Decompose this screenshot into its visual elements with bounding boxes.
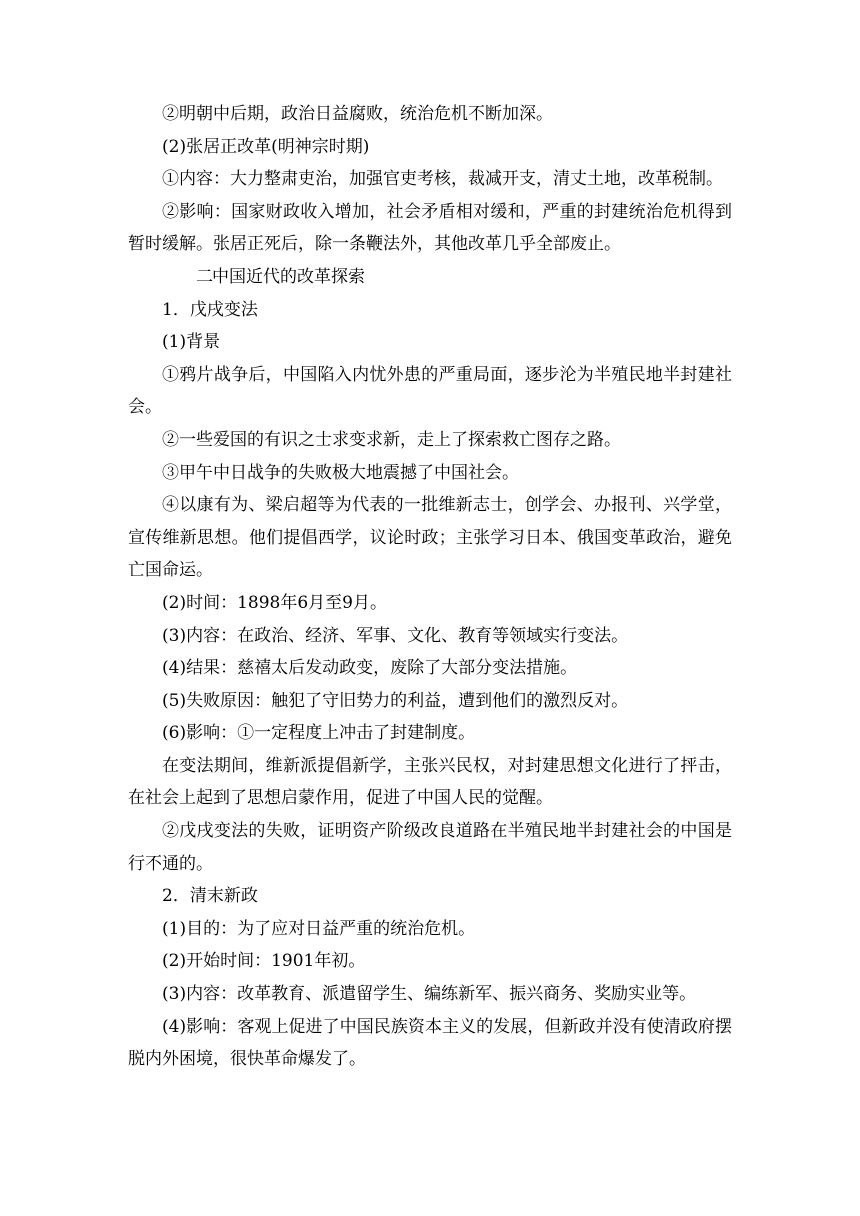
paragraph-background-3: ③甲午中日战争的失败极大地震撼了中国社会。 [162,462,519,483]
heading-zhang-juzheng-reform: (2)张居正改革(明神宗时期) [162,136,370,157]
heading-wuxu-reform: 1．戊戌变法 [162,299,258,320]
paragraph-failure-reason: (5)失败原因：触犯了守旧势力的利益，遭到他们的激烈反对。 [162,690,629,711]
paragraph-ming-crisis: ②明朝中后期，政治日益腐败，统治危机不断加深。 [162,104,553,124]
paragraph-start-time: (2)开始时间：1901年初。 [162,951,366,972]
section-number: 二 [196,266,213,287]
paragraph-reform-impact: ②影响：国家财政收入增加，社会矛盾相对缓和，严重的封建统治危机得到暂时缓解。张居正死后，除一条鞭法外，其他改革几乎全部废止。 [128,201,732,255]
paragraph-purpose: (1)目的：为了应对日益严重的统治危机。 [162,918,476,939]
paragraph-time: (2)时间：1898年6月至9月。 [162,592,387,613]
document-page [128,98,732,1076]
paragraph-impact-2: ②戊戌变法的失败，证明资产阶级改良道路在半殖民地半封建社会的中国是行不通的。 [128,821,732,874]
paragraph-new-policy-content: (3)内容：改革教育、派遣留学生、编练新军、振兴商务、奖励实业等。 [162,984,697,1005]
paragraph-new-policy-impact: (4)影响：客观上促进了中国民族资本主义的发展，但新政并没有使清政府摆脱内外困境，很快革命爆发了。 [128,1016,732,1070]
paragraph-content: (3)内容：在政治、经济、军事、文化、教育等领域实行变法。 [162,625,629,646]
paragraph-background-1: ①鸦片战争后，中国陷入内忧外患的严重局面，逐步沦为半殖民地半封建社会。 [128,364,732,418]
section-title: 中国近代的改革探索 [212,266,365,287]
section-heading [128,261,732,294]
heading-late-qing-reform: 2．清末新政 [162,886,258,907]
paragraph-background-2: ②一些爱国的有识之士求变求新，走上了探索救亡图存之路。 [162,429,621,450]
paragraph-impact-1: (6)影响：①一定程度上冲击了封建制度。 [162,723,476,744]
heading-background: (1)背景 [162,332,221,353]
paragraph-impact-detail: 在变法期间，维新派提倡新学，主张兴民权，对封建思想文化进行了抨击，在社会上起到了思想启蒙作用，促进了中国人民的觉醒。 [128,755,732,809]
paragraph-reform-content: ①内容：大力整肃吏治，加强官吏考核，裁减开支，清丈土地，改革税制。 [162,169,723,190]
paragraph-background-4: ④以康有为、梁启超等为代表的一批维新志士，创学会、办报刊、兴学堂，宣传维新思想。他们提倡西学，议论时政；主张学习日本、俄国变革政治，避免亡国命运。 [128,495,732,581]
paragraph-result: (4)结果：慈禧太后发动政变，废除了大部分变法措施。 [162,658,578,679]
